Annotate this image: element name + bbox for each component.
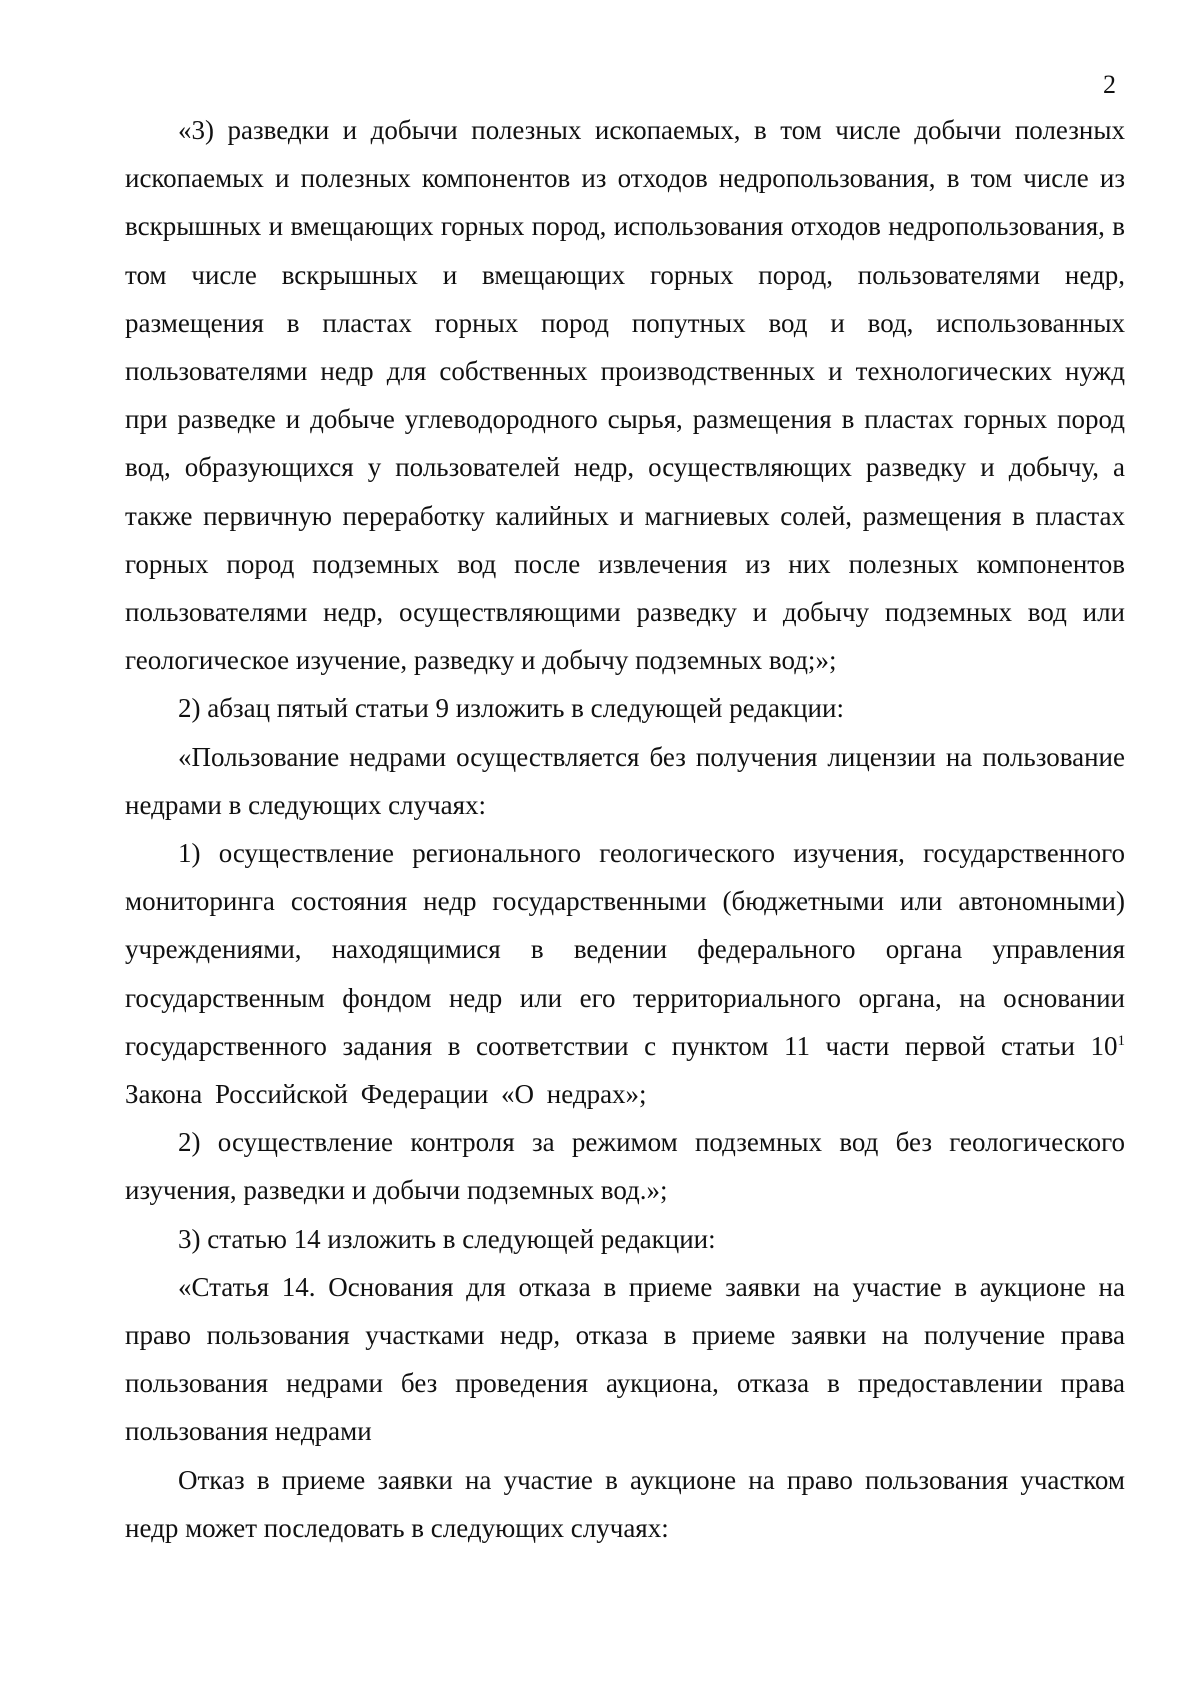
paragraph-item-1 bbox=[125, 829, 1125, 1118]
page-number: 2 bbox=[1103, 70, 1116, 99]
paragraph-item-1-text-after: Закона Российской Федерации «О недрах»; bbox=[125, 1079, 647, 1110]
paragraph-subsoil-use-purposes: «3) разведки и добычи полезных ископаемых, в том числе добычи полезных ископаемых и полезных компонентов из отходов недропользования, в том числе из вскрышных и вмещающих горных пород, использования отходов недропользования, в том числе вскрышных и вмещающих горных пород, пользователями недр, размещения в пластах горных пород попутных вод и вод, использованных пользователями недр для собственных производственных и технологических нужд при разведке и добыче углеводородного сырья, размещения в пластах горных пород вод, образующихся у пользователей недр, осуществляющих разведку и добычу, а также первичную переработку калийных и магниевых солей, размещения в пластах горных пород подземных вод после извлечения из них полезных компонентов пользователями недр, осуществляющими разведку и добычу подземных вод или геологическое изучение, разведку и добычу подземных вод;»; bbox=[125, 115, 1125, 676]
paragraph-article-14-heading: «Статья 14. Основания для отказа в приеме заявки на участие в аукционе на право пользования участками недр, отказа в приеме заявки на получение права пользования недрами без проведения аукциона, отказа в предоставлении права пользования недрами bbox=[125, 1271, 1125, 1447]
document-body bbox=[125, 106, 1125, 1552]
article-superscript: 1 bbox=[1117, 1032, 1125, 1049]
paragraph-article-9-amendment: 2) абзац пятый статьи 9 изложить в следующей редакции: bbox=[178, 693, 844, 724]
paragraph-refusal-cases: Отказ в приеме заявки на участие в аукционе на право пользования участком недр может последовать в следующих случаях: bbox=[125, 1464, 1125, 1543]
paragraph-article-14-amendment: 3) статью 14 изложить в следующей редакции: bbox=[178, 1223, 716, 1254]
paragraph-no-license-cases: «Пользование недрами осуществляется без получения лицензии на пользование недрами в следующих случаях: bbox=[125, 741, 1125, 820]
paragraph-item-1-text: 1) осуществление регионального геологического изучения, государственного мониторинга состояния недр государственными (бюджетными или автономными) учреждениями, находящимися в ведении федерального органа управления государственным фондом недр или его территориального органа, на основании государственного задания в соответствии с пунктом 11 части первой статьи 10 bbox=[125, 838, 1125, 1061]
paragraph-item-2: 2) осуществление контроля за режимом подземных вод без геологического изучения, разведки и добычи подземных вод.»; bbox=[125, 1127, 1125, 1206]
